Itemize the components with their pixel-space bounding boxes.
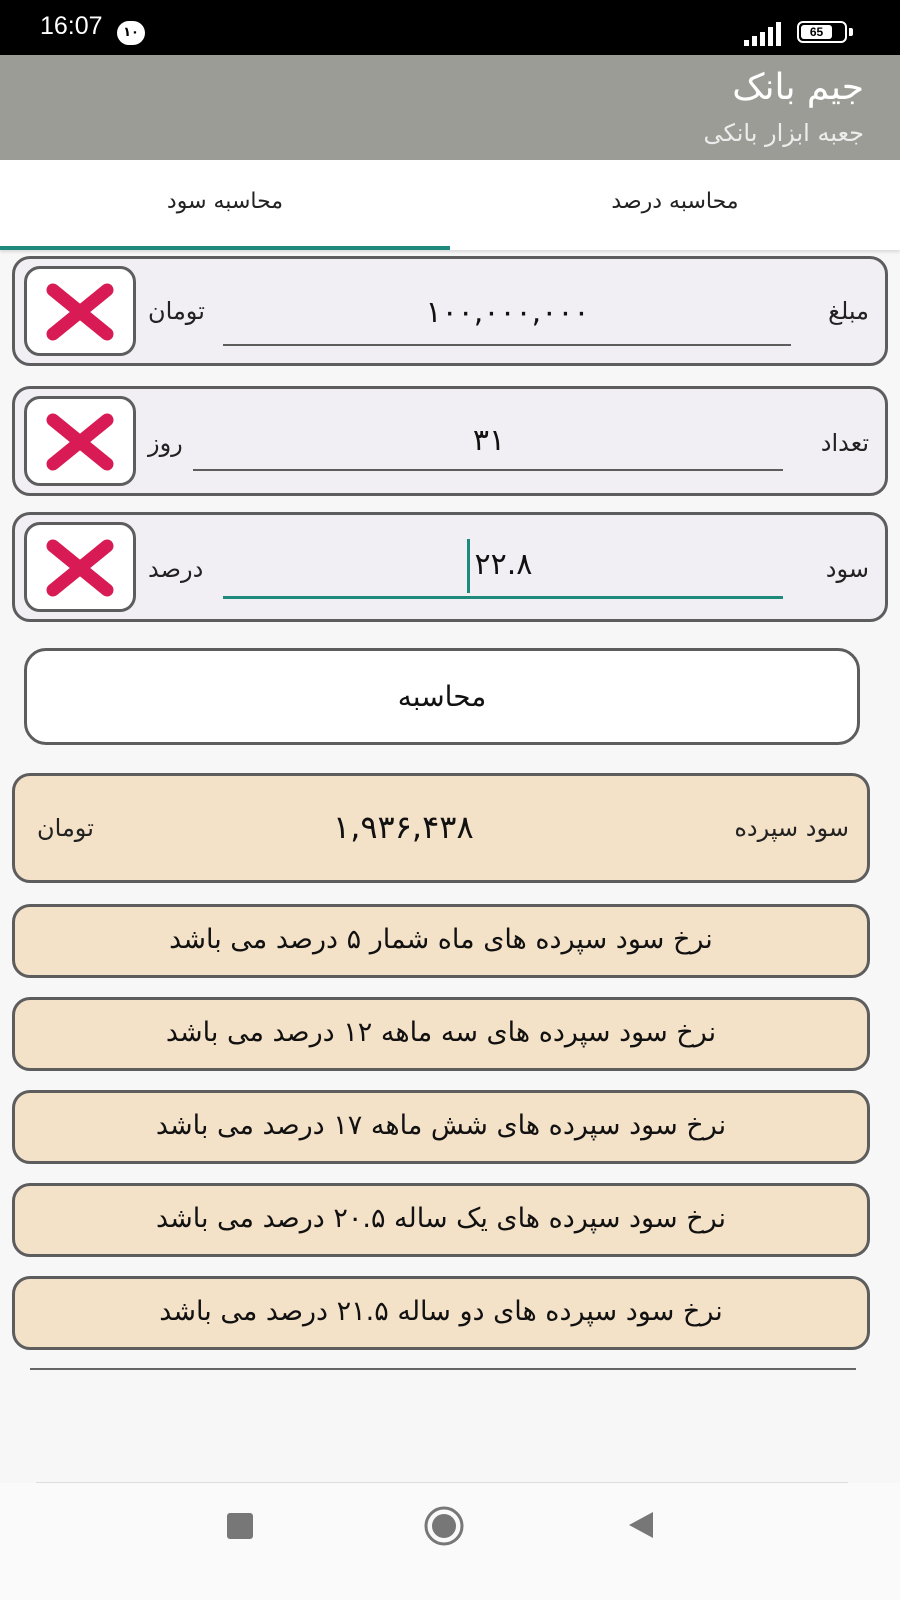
clear-rate-button[interactable] <box>24 522 136 612</box>
close-x-icon <box>45 412 115 472</box>
result-card <box>12 773 870 883</box>
tab-percent-calc[interactable]: محاسبه درصد <box>611 189 739 214</box>
amount-unit: تومان <box>148 297 205 325</box>
battery-level: 65 <box>801 25 832 39</box>
battery-icon <box>797 21 847 43</box>
amount-input[interactable] <box>225 289 790 335</box>
days-card <box>12 386 888 496</box>
home-icon[interactable] <box>423 1505 465 1547</box>
clear-days-button[interactable] <box>24 396 136 486</box>
text-caret <box>467 539 470 593</box>
result-label: سود سپرده <box>734 814 849 842</box>
rate-info-item: نرخ سود سپرده های سه ماهه ۱۲ درصد می باشد <box>12 997 870 1071</box>
app-subtitle: جعبه ابزار بانکی <box>703 119 864 147</box>
rate-info-item: نرخ سود سپرده های دو ساله ۲۱.۵ درصد می باشد <box>12 1276 870 1350</box>
days-input[interactable] <box>195 417 783 463</box>
amount-underline <box>223 344 791 346</box>
rate-label: سود <box>825 555 869 583</box>
signal-icon <box>744 22 786 46</box>
amount-card <box>12 256 888 366</box>
status-time: 16:07 <box>40 12 103 40</box>
close-x-icon <box>45 538 115 598</box>
rate-info-item: نرخ سود سپرده های یک ساله ۲۰.۵ درصد می باشد <box>12 1183 870 1257</box>
rate-input[interactable] <box>225 541 782 587</box>
result-unit: تومان <box>37 814 94 842</box>
rate-underline <box>223 596 783 599</box>
close-x-icon <box>45 282 115 342</box>
rate-info-item: نرخ سود سپرده های شش ماهه ۱۷ درصد می باشد <box>12 1090 870 1164</box>
calculate-button[interactable]: محاسبه <box>24 648 860 745</box>
days-unit: روز <box>148 429 183 457</box>
days-label: تعداد <box>820 429 869 457</box>
result-value: ۱,۹۳۶,۴۳۸ <box>333 808 474 846</box>
back-icon[interactable] <box>626 1510 656 1540</box>
tab-profit-calc[interactable]: محاسبه سود <box>166 189 284 214</box>
app-title: جیم بانک <box>732 67 864 108</box>
app-bar <box>0 55 900 160</box>
clear-amount-button[interactable] <box>24 266 136 356</box>
tab-active-indicator <box>0 246 450 250</box>
rate-unit: درصد <box>148 555 204 583</box>
rate-info-item: نرخ سود سپرده های ماه شمار ۵ درصد می باشد <box>12 904 870 978</box>
amount-label: مبلغ <box>828 297 869 325</box>
system-nav-bar <box>0 1483 900 1600</box>
list-divider <box>30 1368 856 1370</box>
tab-bar <box>0 160 900 250</box>
days-underline <box>193 469 783 471</box>
status-bar <box>0 0 900 55</box>
recent-apps-icon[interactable] <box>227 1513 253 1539</box>
rate-card <box>12 512 888 622</box>
notification-badge: ۱۰ <box>117 21 145 45</box>
battery-tip <box>849 28 853 36</box>
